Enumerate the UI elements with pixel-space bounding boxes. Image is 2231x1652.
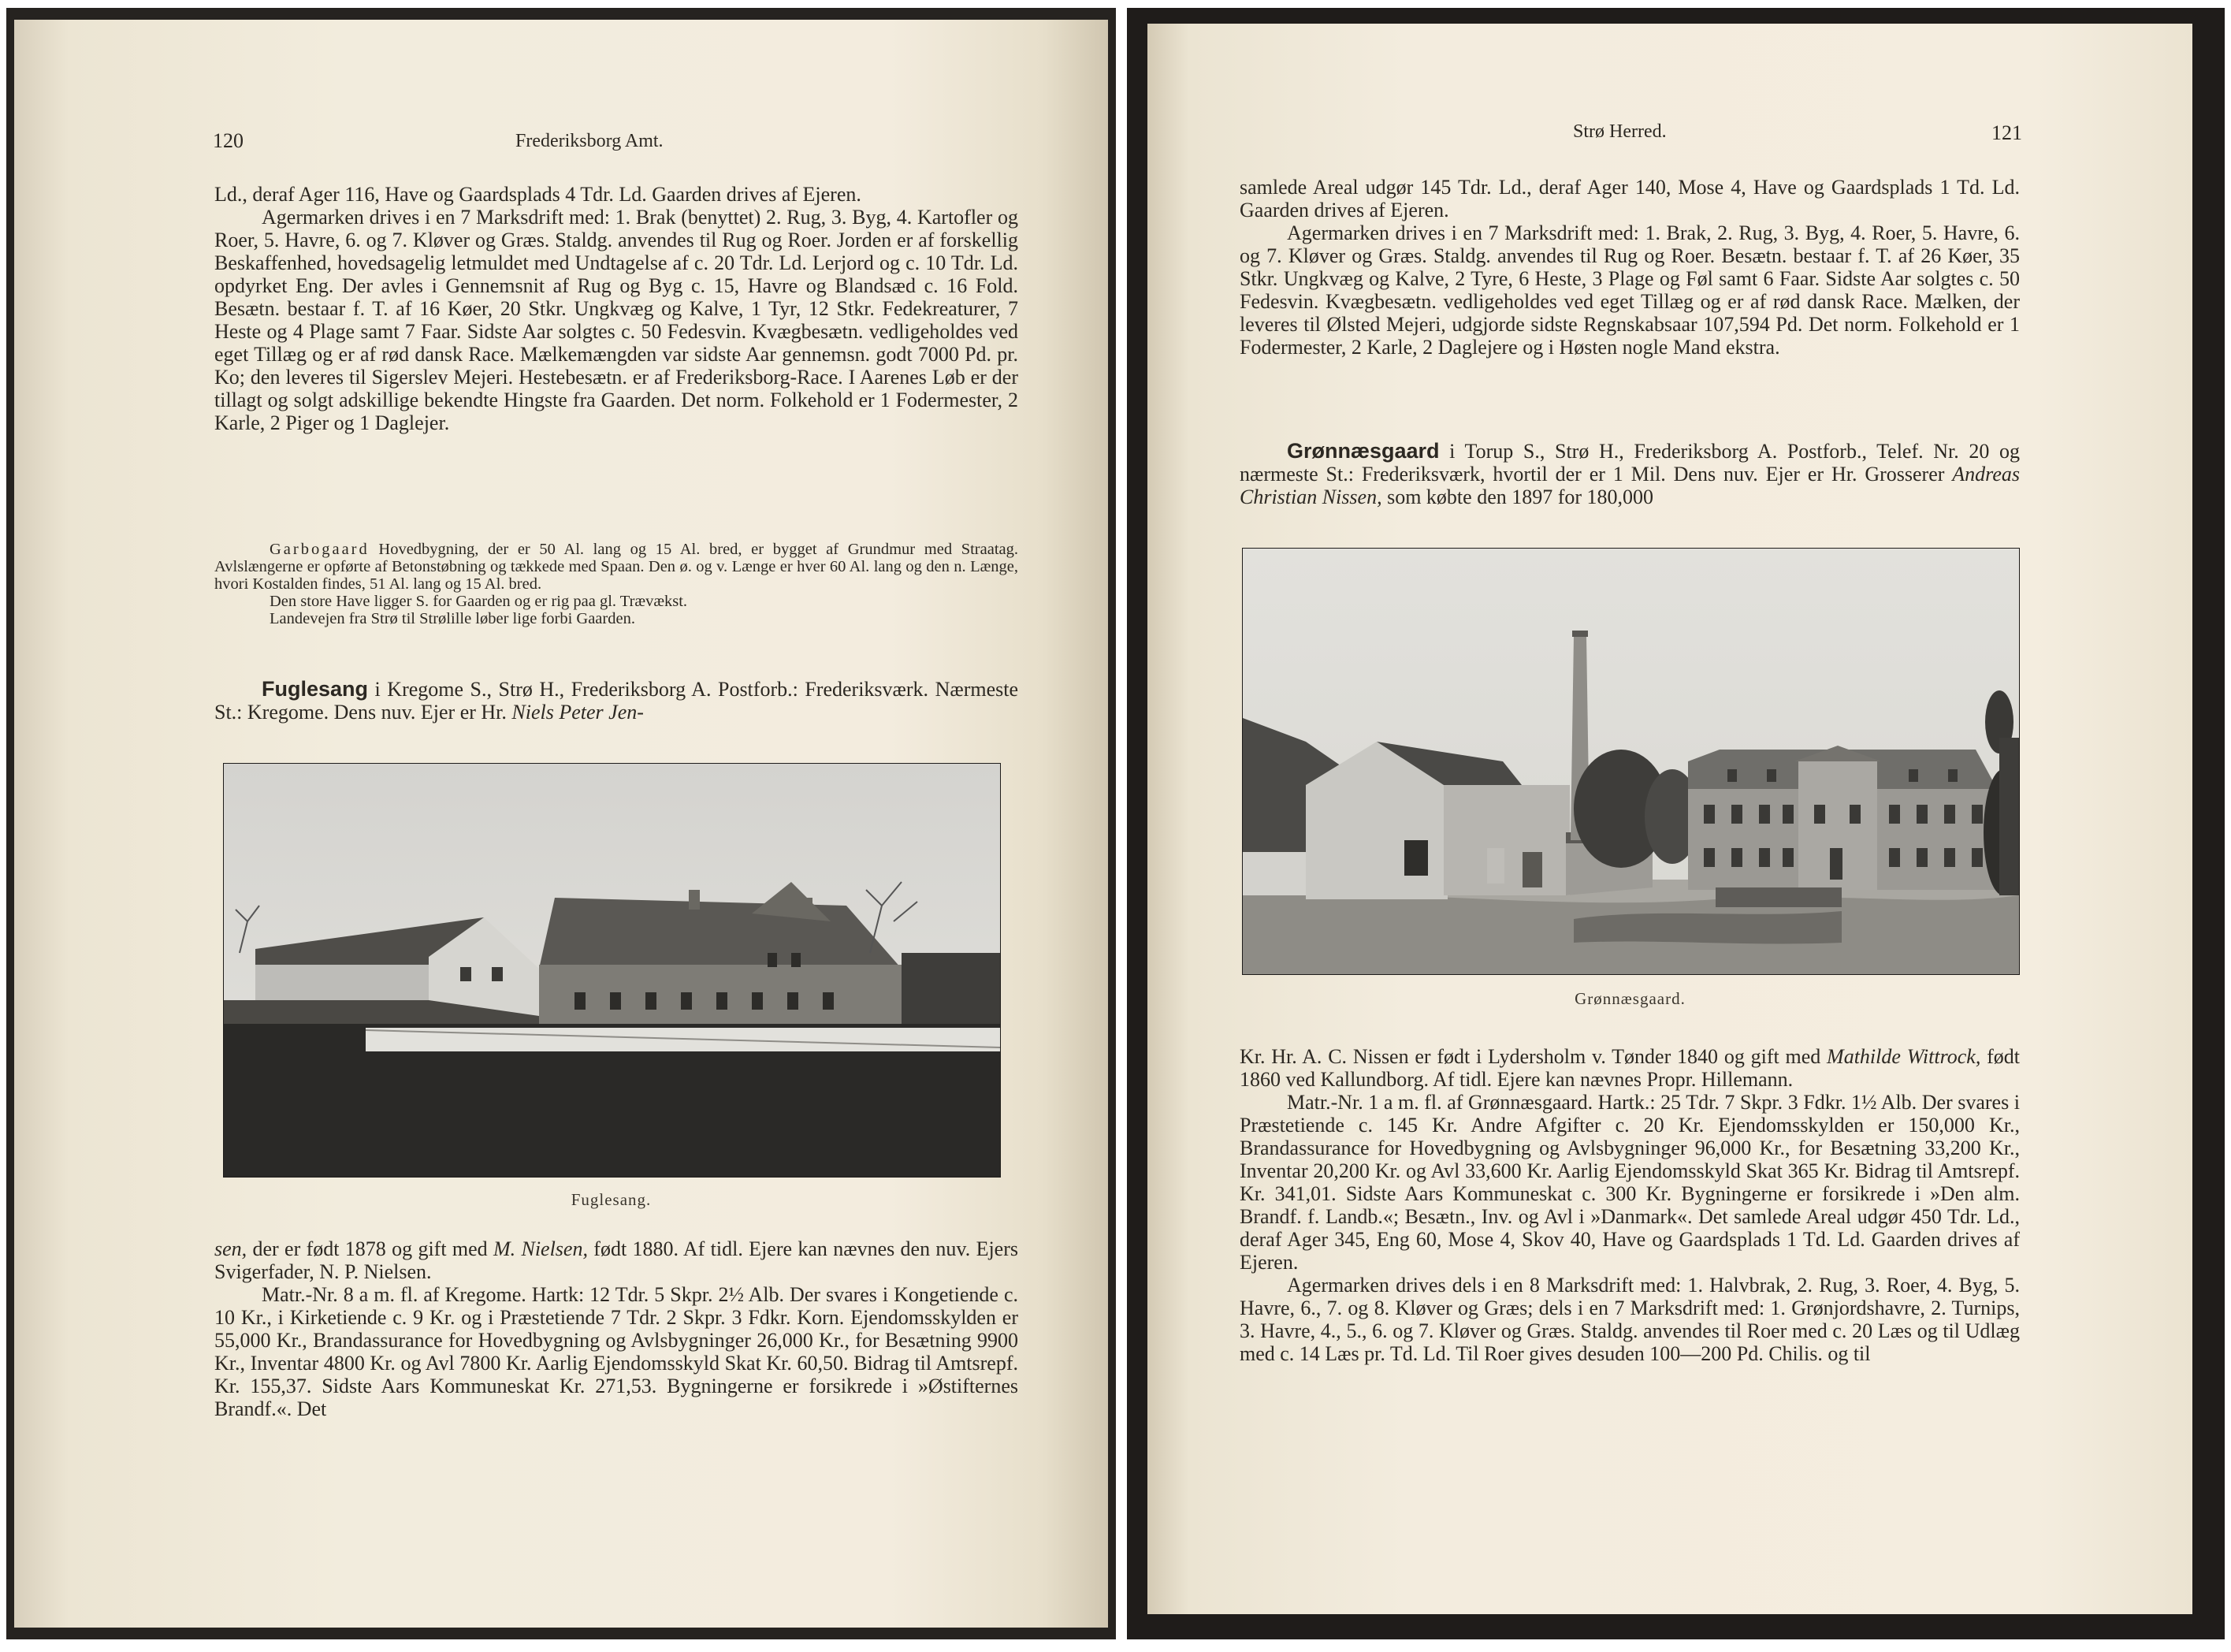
paragraph: Agermarken drives i en 7 Marksdrift med: 1. Brak, 2. Rug, 3. Byg, 4. Roer, 5. Havre, 6. og 7. Kløver og Græs. Staldg. anvendes til Rug og Roer. Besætn. bestaar f. T. af 26 Køer, 35 Stkr. Ungkvæg og Kalve, 2 Tyre, 6 Heste, 3 Plage og Føl samt 6 Faar. Sidste Aar solgtes c. 50 Fedesvin. Kvægbesætn. vedligeholdes ved eget Tillæg og er af rød dansk Race. Mælken, der leveres til Ølsted Mejeri, udgjorde sidste Regnskabsaar 107,594 Pd. Det norm. Folkehold er 1 Fodermester, 2 Karle, 2 Daglejere og i Høsten nogle Mand ekstra. bbox=[1240, 221, 2020, 359]
small-paragraph: Garbogaard Hovedbygning, der er 50 Al. lang og 15 Al. bred, er bygget af Grundmur med Straatag. Avlslængerne er opførte af Betonstøbning og tækkede med Spaan. Den ø. og v. Længe er hver 60 Al. lang og den n. Længe, hvori Kostalden findes, 51 Al. lang og 15 Al. bred. bbox=[214, 541, 1018, 593]
text-block-top bbox=[1240, 176, 2020, 359]
owner-name: Andreas Christian Nissen, bbox=[1240, 463, 2020, 508]
paragraph: Fuglesang i Kregome S., Strø H., Frederiksborg A. Postforb.: Frederiksværk. Nærmeste St.: Kregome. Dens nuv. Ejer er Hr. Niels Peter Jen- bbox=[214, 677, 1018, 724]
paragraph: Ld., deraf Ager 116, Have og Gaardsplads 4 Tdr. Ld. Gaarden drives af Ejeren. bbox=[214, 183, 861, 206]
page-121 bbox=[1147, 24, 2192, 1614]
wife-name: Mathilde Wittrock, bbox=[1827, 1045, 1981, 1068]
small-paragraph: Landevejen fra Strø til Strølille løber lige forbi Gaarden. bbox=[270, 610, 635, 627]
page-number: 120 bbox=[213, 129, 244, 152]
page-number: 121 bbox=[1991, 121, 2022, 144]
paragraph: samlede Areal udgør 145 Tdr. Ld., deraf Ager 140, Mose 4, Have og Gaardsplads 1 Td. Ld. Gaarden drives af Ejeren. bbox=[1240, 176, 2020, 221]
photo-caption: Grønnæsgaard. bbox=[1575, 989, 1686, 1008]
paragraph: Agermarken drives dels i en 8 Marksdrift med: 1. Halvbrak, 2. Rug, 3. Roer, 4. Byg, 5. Havre, 6., 7. og 8. Kløver og Græs; dels i en 7 Marksdrift med: 1. Grønjordshavre, 2. Turnips, 3. Havre, 4., 5., 6. og 7. Kløver og Græs. Staldg. anvendes til Roer med c. 20 Læs og til Udlæg med c. 14 Læs pr. Td. Ld. Til Roer gives desuden 100—200 Pd. Chilis. og til bbox=[1240, 1274, 2020, 1365]
text-block-bottom bbox=[1240, 1045, 2020, 1365]
running-head: Frederiksborg Amt. bbox=[515, 131, 664, 151]
paragraph: Kr. Hr. A. C. Nissen er født i Lydersholm v. Tønder 1840 og gift med Mathilde Wittrock, født 1860 ved Kallundborg. Af tidl. Ejere kan nævnes Propr. Hillemann. bbox=[1240, 1045, 2021, 1091]
text-block-top bbox=[214, 183, 1018, 434]
page-120 bbox=[14, 20, 1108, 1628]
farm-name: Grønnæsgaard bbox=[1287, 439, 1440, 463]
paragraph: Grønnæsgaard i Torup S., Strø H., Frederiksborg A. Postforb., Telef. Nr. 20 og nærmeste St.: Frederiksværk, hvortil der er 1 Mil. Dens nuv. Ejer er Hr. Grosserer Andreas Christian Nissen, som købte den 1897 for 180,000 bbox=[1240, 439, 2020, 508]
photo-caption: Fuglesang. bbox=[571, 1190, 652, 1209]
farm-entry-groennaesgaard bbox=[1240, 440, 2020, 508]
small-print-block bbox=[214, 541, 1018, 627]
wife-name: M. Nielsen, bbox=[493, 1237, 588, 1260]
text-block-bottom bbox=[214, 1237, 1018, 1420]
photo-groennaesgaard bbox=[1242, 548, 2020, 975]
farm-name-spaced: Garbogaard bbox=[270, 541, 370, 558]
small-paragraph: Den store Have ligger S. for Gaarden og er rig paa gl. Trævækst. bbox=[270, 593, 688, 610]
paragraph: sen, der er født 1878 og gift med M. Nielsen, født 1880. Af tidl. Ejere kan nævnes den nuv. Ejers Svigerfader, N. P. Nielsen. bbox=[214, 1237, 1018, 1283]
running-head: Strø Herred. bbox=[1573, 121, 1667, 142]
photo-fuglesang bbox=[223, 763, 1001, 1178]
paragraph: Matr.-Nr. 1 a m. fl. af Grønnæsgaard. Hartk.: 25 Tdr. 7 Skpr. 3 Fdkr. 1½ Alb. Der svares i Præstetiende c. 145 Kr. Andre Afgifter c. 20 Kr. Ejendomsskylden er 150,000 Kr., Brandassurance for Hovedbygning og Avlsbygninger 96,000 Kr., for Besætning 33,200 Kr., Inventar 20,200 Kr. og Avl 33,600 Kr. Aarlig Ejendomsskyld Skat 365 Kr. Bidrag til Amtsrepf. Kr. 341,01. Sidste Aars Kommuneskat c. 300 Kr. Bygningerne er forsikrede i »Den alm. Brandf. f. Landb.«; Besætn., Inv. og Avl i »Danmark«. Det samlede Areal udgør 450 Tdr. Ld., deraf Ager 345, Eng 60, Mose 4, Skov 40, Have og Gaardsplads 1 Td. Ld. Gaarden drives af Ejeren. bbox=[1240, 1091, 2020, 1274]
paragraph: Matr.-Nr. 8 a m. fl. af Kregome. Hartk: 12 Tdr. 5 Skpr. 2½ Alb. Der svares i Kongetiende c. 10 Kr., i Kirketiende c. 9 Kr. og i Præstetiende 7 Tdr. 2 Skpr. 3 Fdkr. Korn. Ejendomsskylden er 55,000 Kr., Brandassurance for Hovedbygning og Avlsbygninger 26,000 Kr., for Besætning 9900 Kr., Inventar 4800 Kr. og Avl 7800 Kr. Aarlig Ejendomsskyld Skat Kr. 60,50. Bidrag til Amtsrepf. Kr. 155,37. Sidste Aars Kommuneskat Kr. 271,53. Bygningerne er forsikrede i »Østifternes Brandf.«. Det bbox=[214, 1283, 1018, 1420]
owner-name: Niels Peter Jen- bbox=[511, 701, 644, 724]
paragraph: Agermarken drives i en 7 Marksdrift med: 1. Brak (benyttet) 2. Rug, 3. Byg, 4. Kartofler og Roer, 5. Havre, 6. og 7. Kløver og Græs. Staldg. anvendes til Rug og Roer. Jorden er af forskellig Beskaffenhed, hovedsagelig letmuldet med Undtagelse af c. 20 Tdr. Ld. Lerjord og c. 10 Tdr. Ld. opdyrket Eng. Der avles i Gennemsnit af Rug og Byg c. 15, Havre og Blandsæd c. 16 Fold. Besætn. bestaar f. T. af 16 Køer, 20 Stkr. Ungkvæg og Kalve, 1 Tyr, 12 Stkr. Fedekreaturer, 7 Heste og 4 Plage samt 7 Faar. Sidste Aar solgtes c. 50 Fedesvin. Kvægbesætn. vedligeholdes ved eget Tillæg og er af rød dansk Race. Mælkemængden var sidste Aar gennemsn. godt 7000 Pd. pr. Ko; den leveres til Sigerslev Mejeri. Hestebesætn. er af Frederiksborg-Race. I Aarenes Løb er der tillagt og solgt adskillige bekendte Hingste fra Gaarden. Det norm. Folkehold er 1 Fodermester, 2 Karle, 2 Piger og 1 Daglejer. bbox=[214, 206, 1018, 434]
farm-entry-fuglesang bbox=[214, 678, 1018, 724]
farm-name: Fuglesang bbox=[262, 677, 369, 701]
